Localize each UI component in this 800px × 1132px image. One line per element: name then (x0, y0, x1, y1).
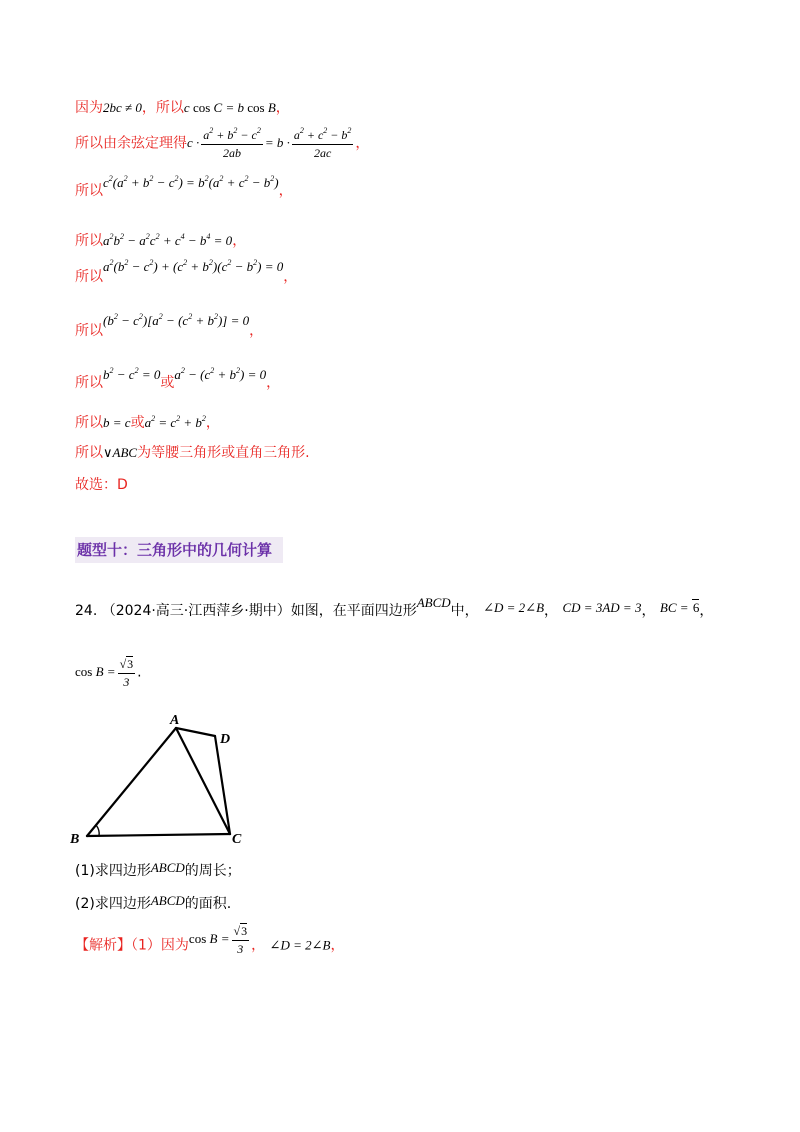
formula-cosB: cos B = $\frac{√3}{3}$ (75, 657, 134, 689)
part2-text: (2)求四边形 (75, 896, 151, 912)
formula-triangle-abc: ∨ABC (103, 445, 138, 460)
solution-line-2: 所以由余弦定理得c · $\frac{a^2 + b^2 - c^2}{2ab}$ = b · $\frac{a^2 + c^2 - b^2}{2ac}$ ， (75, 126, 370, 160)
formula-angle-D: ∠D = 2∠B (483, 600, 545, 615)
formula-ABCD: ABCD (150, 860, 185, 875)
part1-text: (1)求四边形 (75, 863, 151, 879)
problem-source: （2024·高三·江西萍乡·期中）如图，在平面四边形 (101, 603, 417, 619)
formula-cosB-2: cos B = $\frac{√3}{3}$ (188, 924, 248, 956)
solution-line-6: 所以$(b^2 - c^2)[a^2 - (c^2 + b^2)] = 0$， (75, 312, 264, 339)
text-so: 所以 (75, 375, 103, 391)
formula-line-7b: $a^2 - (c^2 + b^2) = 0$ (174, 366, 267, 382)
text-cosine-law: 所以由余弦定理得 (75, 135, 187, 152)
solution-line-9 (75, 442, 310, 462)
solution-line-4: 所以$a^2b^2 - a^2c^2 + c^4 - b^4 = 0$， (75, 232, 247, 249)
quadrilateral-figure (70, 710, 260, 850)
problem-part-1 (75, 860, 241, 880)
section-heading (75, 537, 283, 563)
angle-mark-B (96, 825, 99, 836)
formula-line-6: $(b^2 - c^2)[a^2 - (c^2 + b^2)] = 0$ (103, 312, 250, 328)
formula-line-3: $c^2(a^2 + b^2 - c^2) = b^2(a^2 + c^2 - b^2)$ (103, 174, 279, 190)
problem-24-line-1 (75, 595, 714, 620)
part1-end: 的周长； (184, 863, 241, 879)
formula-2bc: 2bc ≠ 0 (103, 100, 142, 115)
text-conclusion: 为等腰三角形或直角三角形. (137, 445, 310, 461)
label-A: A (170, 713, 180, 728)
formula-line-7a: $b^2 - c^2 = 0$ (103, 366, 161, 382)
formula-ABCD: ABCD (416, 595, 451, 610)
text-sep: ， (544, 603, 559, 619)
formula-angle-D-2: ∠D = 2∠B (269, 937, 331, 953)
edge-AD (176, 728, 215, 736)
text-so: 所以 (75, 233, 103, 249)
edge-BC (87, 834, 230, 836)
formula-cosine-law: c · $\frac{a^2 + b^2 - c^2}{2ab}$ = b · $\frac{a^2 + c^2 - b^2}{2ac}$ (187, 126, 352, 160)
formula-CD: CD = 3AD = 3 (562, 600, 642, 615)
text-sep: ， (641, 603, 656, 619)
formula-BC: BC = 6 (659, 600, 700, 615)
edge-AB (87, 728, 176, 836)
label-B: B (70, 832, 80, 847)
solution-line-3: 所以$c^2(a^2 + b^2 - c^2) = b^2(a^2 + c^2 - b^2)$， (75, 174, 293, 199)
solution-line-8: 所以b = c或$a^2 = c^2 + b^2$， (75, 414, 220, 431)
solution-line-5: 所以$a^2(b^2 - c^2) + (c^2 + b^2)(c^2 - b^2) = 0$， (75, 258, 298, 285)
text-so: ，所以 (141, 100, 184, 116)
solution-line-1: 因为2bc ≠ 0，所以c cos C = b cos B， (75, 100, 290, 116)
formula-pythag: $a^2 = c^2 + b^2$ (144, 414, 206, 430)
label-C: C (232, 832, 242, 847)
text-because: 因为 (75, 100, 103, 116)
formula-b-eq-c: b = c (103, 415, 131, 430)
answer-line: 故选：D (75, 477, 128, 493)
text-in: 中， (450, 603, 479, 619)
text-so: 所以 (75, 183, 103, 199)
formula-line-4: $a^2b^2 - a^2c^2 + c^4 - b^4 = 0$ (103, 232, 233, 248)
text-so: 所以 (75, 269, 103, 285)
text-so: 所以 (75, 445, 103, 461)
text-sep: ， (699, 603, 714, 619)
formula-ccosC: c cos C = b cos B (183, 100, 276, 115)
formula-ABCD: ABCD (150, 893, 185, 908)
problem-number: 24. (75, 603, 98, 619)
text-so: 所以 (75, 323, 103, 339)
analysis-text: （1）因为 (131, 937, 189, 954)
solution-line-7: 所以$b^2 - c^2 = 0$或$a^2 - (c^2 + b^2) = 0$， (75, 366, 281, 391)
analysis-tag: 【解析】 (75, 937, 131, 954)
analysis-line: 【解析】（1）因为cos B = $\frac{√3}{3}$ ， ∠D = 2∠B， (75, 924, 345, 956)
text-so: 所以 (75, 415, 103, 431)
part2-end: 的面积. (184, 896, 232, 912)
problem-24-line-2: cos B = $\frac{√3}{3}$ . (75, 657, 142, 689)
problem-part-2 (75, 893, 231, 913)
label-D: D (220, 732, 231, 747)
formula-line-5: $a^2(b^2 - c^2) + (c^2 + b^2)(c^2 - b^2) = 0$ (103, 258, 284, 274)
text-or: 或 (160, 375, 175, 391)
text-or: 或 (130, 415, 145, 431)
section-heading-text: 题型十：三角形中的几何计算 (77, 541, 273, 559)
